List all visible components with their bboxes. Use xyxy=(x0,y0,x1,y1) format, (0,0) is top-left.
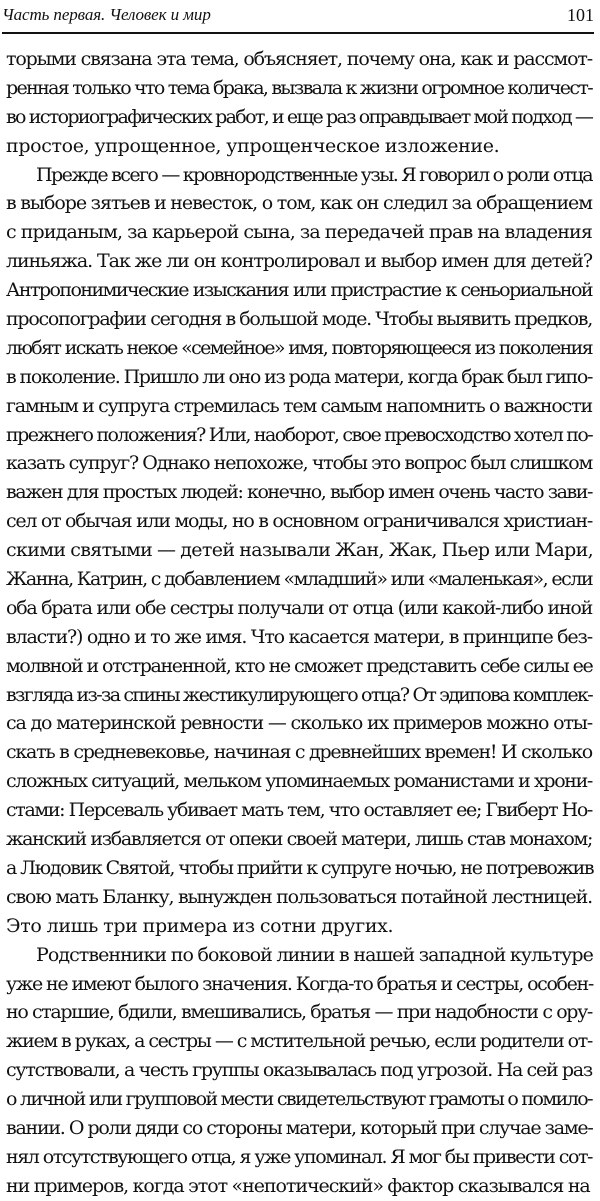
text-line: в выборе зятьев и невесток, о том, как он следил за обращением xyxy=(6,192,592,215)
text-line: Прежде всего — кровнородственные узы. Я говорил о роли отца xyxy=(36,163,592,186)
text-line: уже не имеют былого значения. Когда-то братья и сестры, особен- xyxy=(6,972,593,995)
body-text xyxy=(6,45,592,1201)
text-line: линьяжа. Так же ли он контролировал и выбор имен для детей? xyxy=(6,250,592,273)
text-line: но старшие, бдили, вмешивались, братья — при надобности с ору- xyxy=(6,1001,592,1024)
text-line: ни примеров, когда этот «непотический» фактор сказывался на xyxy=(6,1174,590,1197)
text-line: свою мать Бланку, вынужден пользоваться потайной лестницей. xyxy=(6,885,592,908)
text-line: са до материнской ревности — сколько их примеров можно оты- xyxy=(6,712,592,735)
page-number: 101 xyxy=(567,5,594,25)
text-line: с приданым, за карьерой сына, за передачей прав на владения xyxy=(6,221,592,244)
text-line: скими святыми — детей называли Жан, Жак, Пьер или Мари, xyxy=(6,539,594,562)
text-line: сел от обычая или моды, но в основном ограничивался христиан- xyxy=(6,510,592,533)
text-line: нял отсутствующего отца, я уже упоминал. Я мог бы привести сот- xyxy=(6,1145,592,1168)
text-line: торыми связана эта тема, объясняет, почему она, как и рассмот- xyxy=(6,48,592,70)
text-line: жанский избавляется от опеки своей матери, лишь став монахом; xyxy=(6,828,592,851)
text-line: простое, упрощенное, упрощенческое изложение. xyxy=(6,134,500,157)
text-line: Антропонимические изыскания или пристрастие к сеньориальной xyxy=(6,279,592,302)
text-line: Это лишь три примера из сотни других. xyxy=(6,914,394,937)
text-line: важен для простых людей: конечно, выбор имен очень часто зави- xyxy=(6,481,592,504)
text-line: оба брата или обе сестры получали от отца (или какой-либо иной xyxy=(6,596,592,619)
text-line: в поколение. Пришло ли оно из рода матери, когда брак был гипо- xyxy=(6,365,593,388)
text-line: стами: Персеваль убивает мать тем, что оставляет ее; Гвиберт Но- xyxy=(6,799,592,822)
header-rule xyxy=(2,32,594,34)
text-line: а Людовик Святой, чтобы прийти к супруге ночью, не потревожив xyxy=(6,856,594,879)
text-line: просопографии сегодня в большой моде. Чтобы выявить предков, xyxy=(6,308,592,331)
text-line: ренная только что тема брака, вызвала к жизни огромное количест- xyxy=(6,76,592,99)
text-line: жием в руках, а сестры — с мстительной речью, если родители от- xyxy=(6,1030,592,1053)
text-line: вании. О роли дяди со стороны матери, который при случае заме- xyxy=(6,1116,593,1139)
running-title: Часть первая. Человек и мир xyxy=(2,5,211,24)
text-line: прежнего положения? Или, наоборот, свое превосходство хотел по- xyxy=(6,423,593,446)
text-line: скать в средневековье, начиная с древнейших времен! И сколько xyxy=(6,741,592,764)
text-line: сложных ситуаций, мельком упоминаемых романистами и хрони- xyxy=(6,770,592,793)
text-line: казать супруг? Однако непохоже, чтобы это вопрос был слишком xyxy=(6,452,592,475)
running-head xyxy=(2,4,594,30)
text-line: во историографических работ, и еще раз оправдывает мой подход — xyxy=(6,105,593,128)
text-line: власти?) одно и то же имя. Что касается матери, в принципе без- xyxy=(6,625,592,648)
text-line: любят искать некое «семейное» имя, повторяющееся из поколения xyxy=(6,336,592,359)
text-line: Жанна, Катрин, с добавлением «младший» или «маленькая», если xyxy=(6,568,593,591)
text-line: молвной и отстраненной, кто не сможет представить себе силы ее xyxy=(6,654,593,677)
text-line: о личной или групповой мести свидетельствуют грамоты о помило- xyxy=(6,1088,592,1111)
text-line: гамным и супруга стремилась тем самым напомнить о важности xyxy=(6,394,592,417)
text-line: взгляда из-за спины жестикулирующего отца? От эдипова комплек- xyxy=(6,683,592,706)
text-line: Родственники по боковой линии в нашей западной культуре xyxy=(36,943,593,966)
text-line: сутствовали, а честь группы оказывалась под угрозой. На сей раз xyxy=(6,1059,592,1082)
